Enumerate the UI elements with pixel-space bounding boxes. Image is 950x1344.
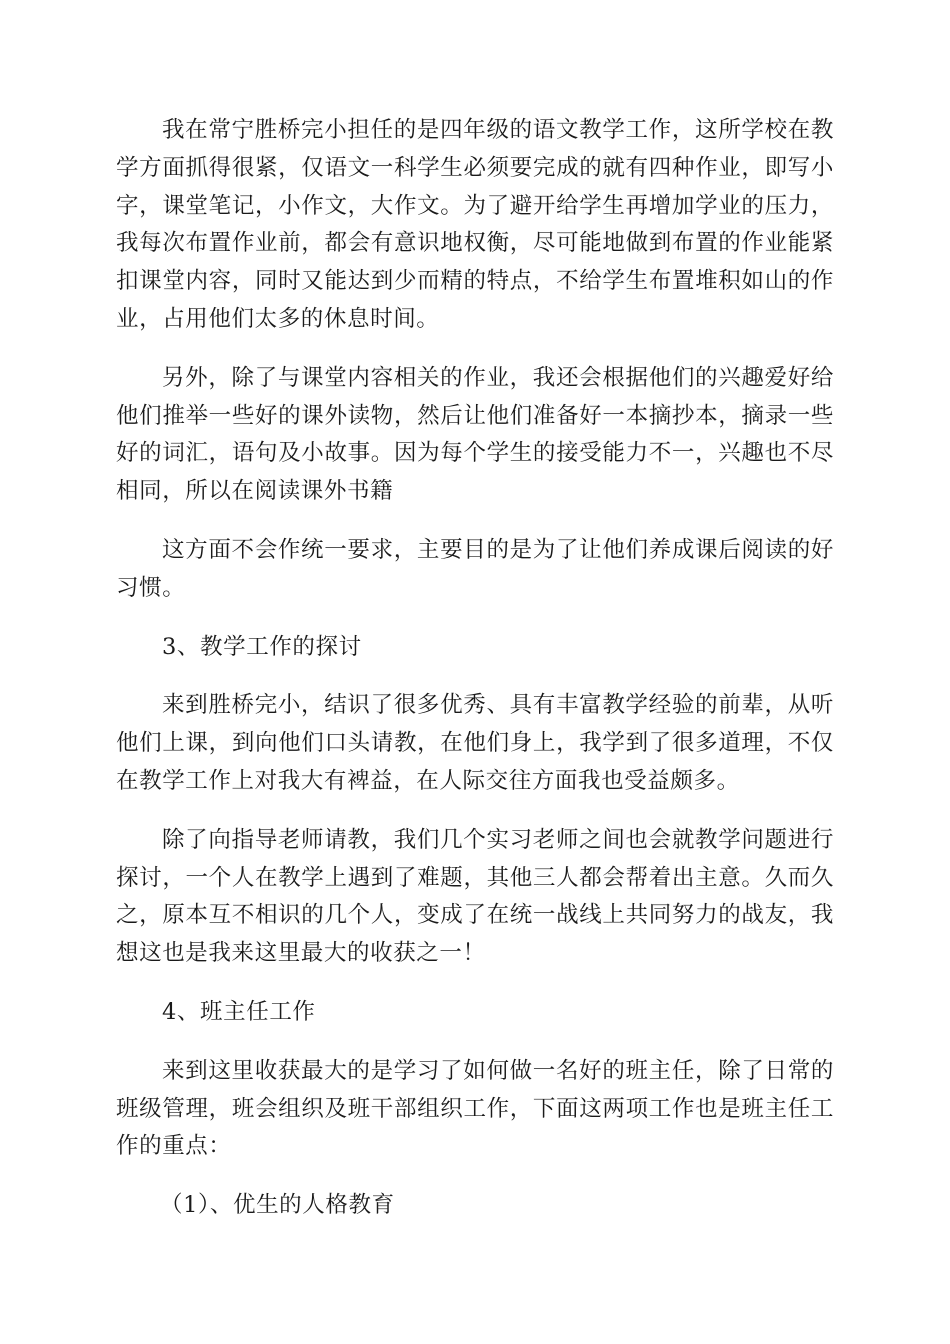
section-heading-teaching-discussion: 3、教学工作的探讨 bbox=[162, 633, 362, 660]
section-heading-class-teacher: 4、班主任工作 bbox=[162, 998, 316, 1025]
paragraph-reading-habits: 这方面不会作统一要求，主要目的是为了让他们养成课后阅读的好习惯。 bbox=[116, 536, 834, 601]
paragraph-extracurricular-reading: 另外，除了与课堂内容相关的作业，我还会根据他们的兴趣爱好给他们推举一些好的课外读物，然后让他们准备好一本摘抄本，摘录一些好的词汇，语句及小故事。因为每个学生的接受能力不一，兴趣也不尽相同，所以在阅读课外书籍 bbox=[116, 364, 834, 505]
paragraph-intern-discussion: 除了向指导老师请教，我们几个实习老师之间也会就教学问题进行探讨，一个人在教学上遇到了难题，其他三人都会帮着出主意。久而久之，原本互不相识的几个人，变成了在统一战线上共同努力的战友，我想这也是我来这里最大的收获之一！ bbox=[116, 826, 834, 967]
paragraph-class-teacher-work: 来到这里收获最大的是学习了如何做一名好的班主任，除了日常的班级管理，班会组织及班干部组织工作，下面这两项工作也是班主任工作的重点： bbox=[116, 1057, 834, 1160]
subsection-heading-personality-education: （1）、优生的人格教育 bbox=[160, 1192, 395, 1219]
document-body bbox=[116, 112, 834, 1246]
paragraph-learning-from-seniors: 来到胜桥完小，结识了很多优秀、具有丰富教学经验的前辈，从听他们上课，到向他们口头请教，在他们身上，我学到了很多道理，不仅在教学工作上对我大有裨益，在人际交往方面我也受益颇多。 bbox=[116, 692, 834, 794]
paragraph-homework: 我在常宁胜桥完小担任的是四年级的语文教学工作，这所学校在教学方面抓得很紧，仅语文一科学生必须要完成的就有四种作业，即写小字，课堂笔记，小作文，大作文。为了避开给学生再增加学业的压力，我每次布置作业前，都会有意识地权衡，尽可能地做到布置的作业能紧扣课堂内容，同时又能达到少而精的特点，不给学生布置堆积如山的作业，占用他们太多的休息时间。 bbox=[116, 117, 834, 332]
